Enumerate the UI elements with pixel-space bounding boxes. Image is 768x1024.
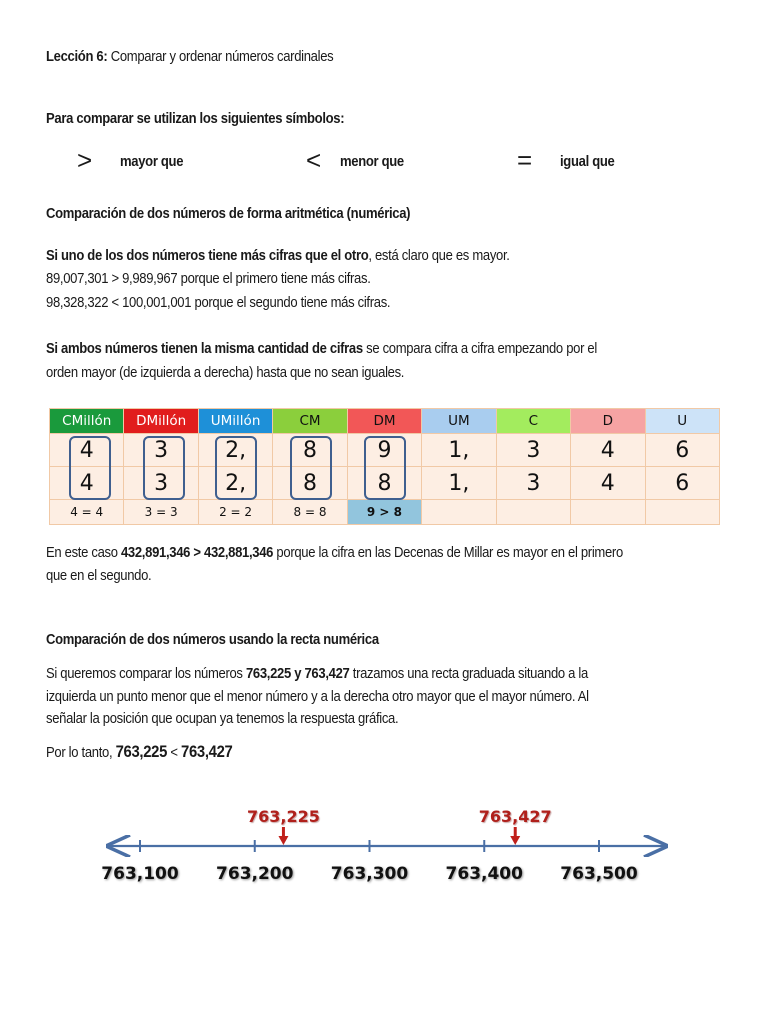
header-cmillon: CMillón xyxy=(50,409,124,434)
digit-cell: 1, xyxy=(422,467,496,500)
p1-post: trazamos una recta graduada situando a la xyxy=(349,666,588,682)
digit-cell: 2, xyxy=(198,467,272,500)
header-cm: CM xyxy=(273,409,347,434)
header-dm: DM xyxy=(347,409,421,434)
less-than-label: menor que xyxy=(340,154,404,170)
tick-label: 763,300 xyxy=(330,864,409,884)
numline-p2: izquierda un punto menor que el menor número y a la derecha otro mayor que el mayor número. Al xyxy=(46,689,589,705)
tick-label: 763,200 xyxy=(216,864,294,884)
digit-cell: 4 xyxy=(571,467,645,500)
digit-cell: 4 xyxy=(50,434,124,467)
same-digits-rest: se compara cifra a cifra empezando por el xyxy=(362,341,597,357)
header-dmillon: DMillón xyxy=(124,409,198,434)
conclusion-pre: En este caso xyxy=(46,545,121,561)
conclusion-bold: 432,891,346 > 432,881,346 xyxy=(120,545,274,561)
header-um: UM xyxy=(422,409,496,434)
rule-bold: Si uno de los dos números tiene más cifras que el otro xyxy=(46,248,369,264)
example-1: 89,007,301 > 9,989,967 porque el primero tiene más cifras. xyxy=(46,271,371,287)
lesson-label: Lección 6: xyxy=(46,49,108,65)
digit-cell: 4 xyxy=(50,467,124,500)
header-c: C xyxy=(496,409,570,434)
header-u: U xyxy=(645,409,720,434)
digit-cell: 8 xyxy=(347,467,421,500)
header-d: D xyxy=(571,409,645,434)
digit-cell: 3 xyxy=(124,467,198,500)
tick-label: 763,500 xyxy=(560,864,638,884)
digit-cell: 3 xyxy=(496,467,570,500)
header-umillon: UMillón xyxy=(198,409,272,434)
digit-cell: 3 xyxy=(496,434,570,467)
result-sign: < xyxy=(167,745,182,761)
result-pre: Por lo tanto, xyxy=(46,745,116,761)
comparison-cell: 3 = 3 xyxy=(124,500,198,525)
symbols-heading: Para comparar se utilizan los siguientes símbolos: xyxy=(46,111,345,127)
greater-than-label: mayor que xyxy=(120,154,184,170)
marker-arrow-head xyxy=(510,836,520,845)
marker-arrow-head xyxy=(278,836,288,845)
result-b: 763,427 xyxy=(181,743,233,761)
tick-label: 763,400 xyxy=(445,864,523,884)
digit-cell: 3 xyxy=(124,434,198,467)
comparison-cell: 2 = 2 xyxy=(198,500,272,525)
same-digits-bold: Si ambos números tienen la misma cantidad de cifras xyxy=(46,341,363,357)
same-digits-line2: orden mayor (de izquierda a derecha) hasta que no sean iguales. xyxy=(46,365,405,381)
less-than-symbol: < xyxy=(306,145,322,175)
digit-cell: 2, xyxy=(198,434,272,467)
marked-value-label: 763,225 xyxy=(247,807,320,826)
conclusion-post: porque la cifra en las Decenas de Millar es mayor en el primero xyxy=(273,545,623,561)
digit-cell: 8 xyxy=(273,434,347,467)
tick-label: 763,100 xyxy=(101,864,179,884)
arith-heading: Comparación de dos números de forma aritmética (numérica) xyxy=(46,206,411,222)
comparison-cell: 8 = 8 xyxy=(273,500,347,525)
rule-rest: , está claro que es mayor. xyxy=(368,248,510,264)
p1-bold: 763,225 y 763,427 xyxy=(245,666,350,682)
numline-p3: señalar la posición que ocupan ya tenemos la respuesta gráfica. xyxy=(46,711,399,727)
result-a: 763,225 xyxy=(115,743,168,761)
lesson-topic: Comparar y ordenar números cardinales xyxy=(110,49,334,65)
comparison-cell: 4 = 4 xyxy=(50,500,124,525)
equal-symbol: = xyxy=(517,145,533,175)
digit-cell: 9 xyxy=(347,434,421,467)
example-2: 98,328,322 < 100,001,001 porque el segundo tiene más cifras. xyxy=(46,295,391,311)
p1-pre: Si queremos comparar los números xyxy=(46,666,246,682)
greater-than-symbol: > xyxy=(77,145,93,175)
digit-cell: 6 xyxy=(645,434,720,467)
conclusion-line2: que en el segundo. xyxy=(46,568,152,584)
digit-cell: 1, xyxy=(422,434,496,467)
digit-cell: 4 xyxy=(571,434,645,467)
digit-cell: 8 xyxy=(273,467,347,500)
digit-cell: 6 xyxy=(645,467,720,500)
comparison-cell-highlight: 9 > 8 xyxy=(347,500,421,525)
numline-heading: Comparación de dos números usando la recta numérica xyxy=(46,632,379,648)
marked-value-label: 763,427 xyxy=(478,807,552,826)
equal-label: igual que xyxy=(560,154,615,170)
